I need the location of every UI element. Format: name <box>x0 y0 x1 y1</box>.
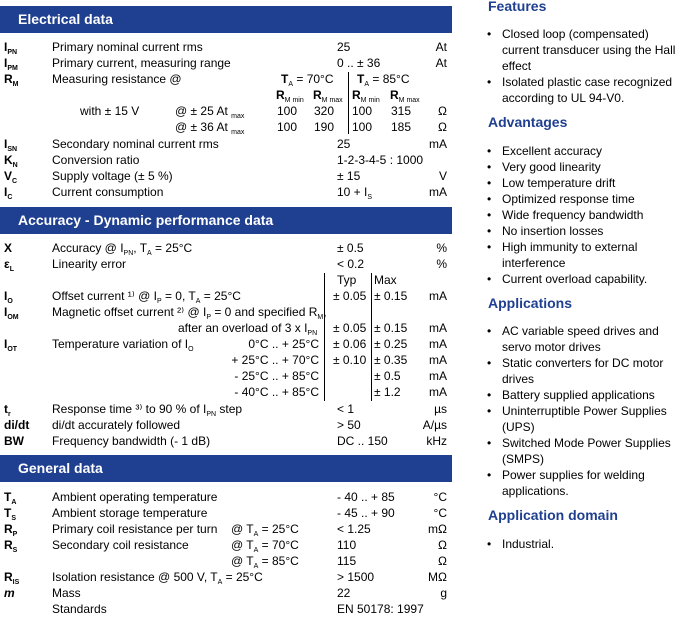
rm-max-85: $R_{M max}$ <box>390 88 420 104</box>
ic-unit: mA <box>429 185 447 199</box>
ris-value: > 1500 <box>337 570 375 584</box>
mass-value: 22 <box>337 586 351 600</box>
standards-value: EN 50178: 1997 <box>337 602 424 616</box>
rs-condition-85: @ $T_A = 85^\circ C$ <box>231 554 299 570</box>
io-symbol: $I_O$ <box>4 289 13 305</box>
ipn-value: 25 <box>337 40 351 54</box>
vc-unit: V <box>438 169 447 183</box>
iot-max-2: ± 0.5 <box>374 369 401 383</box>
tr-label: Response time ³⁾ to 90 % of $I_{PN}$ step <box>52 402 243 418</box>
ta-symbol: $T_A$ <box>4 490 17 506</box>
isn-label: Secondary nominal current rms <box>52 137 219 151</box>
ipm-symbol: $I_{PM}$ <box>4 56 18 72</box>
electrical-data-header: Electrical data <box>0 6 452 33</box>
general-data-header: General data <box>0 455 452 482</box>
iot-symbol: $I_{OT}$ <box>4 337 18 353</box>
isn-unit: mA <box>429 137 447 151</box>
rs-label: Secondary coil resistance <box>52 538 189 552</box>
vc-label: Supply voltage (± 5 %) <box>52 169 173 183</box>
ta70-header: $T_A = 70^\circ C$ <box>281 72 334 88</box>
features-list <box>483 26 682 106</box>
accuracy-value: ± 0.5 <box>337 241 364 255</box>
io-unit: mA <box>429 289 447 303</box>
ts-unit: °C <box>433 506 447 520</box>
iot-range-0: 0°C .. + 25°C <box>248 337 319 351</box>
tr-symbol: $t_r$ <box>4 402 11 418</box>
ta-value: - 40 .. + 85 <box>337 490 395 504</box>
at-36-label: @ ± 36 At $_{max}$ <box>175 120 245 136</box>
ipm-label: Primary current, measuring range <box>52 56 231 70</box>
rm-min-70: $R_{M min}$ <box>276 88 304 104</box>
list-item: • Isolated plastic case recognized according to UL 94-V0. <box>483 74 682 106</box>
rs-value-70: 110 <box>337 538 357 552</box>
list-item: • Power supplies for welding applications. <box>483 467 682 499</box>
ipn-label: Primary nominal current rms <box>52 40 203 54</box>
iom-label: Magnetic offset current ²⁾ @ $I_P = 0$ and specified $R_M$, <box>52 305 327 321</box>
io-label: Offset current ¹⁾ @ $I_P = 0$, $T_A = 25^\circ C$ <box>52 289 241 305</box>
rs-value-85: 115 <box>337 554 357 568</box>
iot-unit-0: mA <box>429 337 447 351</box>
didt-unit: A/µs <box>422 418 447 432</box>
advantages-title: Advantages <box>488 114 568 130</box>
rm36-1: 190 <box>314 120 335 134</box>
rp-unit: mΩ <box>428 522 447 536</box>
bw-label: Frequency bandwidth (- 1 dB) <box>52 434 211 448</box>
ts-symbol: $T_S$ <box>4 506 17 522</box>
vc-value: ± 15 <box>337 169 361 183</box>
iot-max-1: ± 0.35 <box>374 353 408 367</box>
ts-label: Ambient storage temperature <box>52 506 208 520</box>
rp-symbol: $R_P$ <box>4 522 18 538</box>
features-title: Features <box>488 0 547 14</box>
rm-min-85: $R_{M min}$ <box>352 88 380 104</box>
accuracy-symbol: X <box>4 241 13 255</box>
mass-label: Mass <box>52 586 81 600</box>
list-item: • AC variable speed drives and servo motor drives <box>483 323 682 355</box>
rs-condition-70: @ $T_A = 70^\circ C$ <box>231 538 299 554</box>
iot-max-3: ± 1.2 <box>374 385 401 399</box>
applications-list <box>483 323 682 499</box>
linearity-symbol: $\varepsilon_L$ <box>4 257 14 273</box>
iom-max: ± 0.15 <box>374 321 408 335</box>
iot-unit-3: mA <box>429 385 447 399</box>
ipn-symbol: $I_{PN}$ <box>4 40 18 56</box>
didt-symbol: di/dt <box>4 418 30 432</box>
io-max: ± 0.15 <box>374 289 408 303</box>
rp-condition: @ $T_A = 25^\circ C$ <box>231 522 299 538</box>
advantages-list <box>483 143 682 287</box>
linearity-label: Linearity error <box>52 257 127 271</box>
rm-max-70: $R_{M max}$ <box>313 88 343 104</box>
kn-symbol: $K_N$ <box>4 153 18 169</box>
iot-typ-1: ± 0.10 <box>333 353 367 367</box>
rm25-2: 100 <box>352 104 373 118</box>
ipm-unit: At <box>435 56 447 70</box>
max-header: Max <box>374 273 397 287</box>
list-item: • Wide frequency bandwidth <box>483 207 682 223</box>
accuracy-header: Accuracy - Dynamic performance data <box>0 207 452 234</box>
iom-unit: mA <box>429 321 447 335</box>
linearity-unit: % <box>436 257 447 271</box>
isn-symbol: $I_{SN}$ <box>4 137 18 153</box>
ipm-value: 0 .. ± 36 <box>337 56 381 70</box>
rm25-1: 320 <box>314 104 335 118</box>
application-domain-title: Application domain <box>488 507 618 523</box>
rm25-3: 315 <box>391 104 412 118</box>
ta-unit: °C <box>433 490 447 504</box>
rs-symbol: $R_S$ <box>4 538 18 554</box>
iot-max-0: ± 0.25 <box>374 337 408 351</box>
ris-label: Isolation resistance @ 500 V, $T_A = 25^\circ C$ <box>52 570 263 586</box>
iom-typ: ± 0.05 <box>333 321 367 335</box>
accuracy-unit: % <box>436 241 447 255</box>
list-item: • Static converters for DC motor drives <box>483 355 682 387</box>
list-item: • Optimized response time <box>483 191 682 207</box>
ta-label: Ambient operating temperature <box>52 490 218 504</box>
list-item: • High immunity to external interference <box>483 239 682 271</box>
list-item: • Uninterruptible Power Supplies (UPS) <box>483 403 682 435</box>
mass-symbol: m <box>4 586 15 600</box>
vc-symbol: $V_C$ <box>4 169 18 185</box>
with-15v: with ± 15 V <box>80 104 140 118</box>
iot-range-2: - 25°C .. + 85°C <box>234 369 319 383</box>
ic-label: Current consumption <box>52 185 164 199</box>
ris-symbol: $R_{IS}$ <box>4 570 20 586</box>
rp-value: < 1.25 <box>337 522 371 536</box>
list-item: • Closed loop (compensated) current transducer using the Hall effect <box>483 26 682 74</box>
rm36-unit: Ω <box>438 120 447 134</box>
list-item: • Very good linearity <box>483 159 682 175</box>
typ-max-divider <box>371 273 372 401</box>
standards-label: Standards <box>52 602 107 616</box>
rp-label: Primary coil resistance per turn <box>52 522 218 536</box>
typ-left-divider <box>324 273 325 401</box>
iot-unit-2: mA <box>429 369 447 383</box>
ts-value: - 45 .. + 90 <box>337 506 395 520</box>
bw-symbol: BW <box>4 434 24 448</box>
list-item: • Switched Mode Power Supplies (SMPS) <box>483 435 682 467</box>
iom-symbol: $I_{OM}$ <box>4 305 19 321</box>
application-domain-list <box>483 536 682 552</box>
applications-title: Applications <box>488 295 573 311</box>
ta85-header: $T_A = 85^\circ C$ <box>357 72 410 88</box>
bw-value: DC .. 150 <box>337 434 388 448</box>
io-typ: ± 0.05 <box>333 289 367 303</box>
didt-value: > 50 <box>337 418 361 432</box>
list-item: • Current overload capability. <box>483 271 682 287</box>
kn-value: 1-2-3-4-5 : 1000 <box>337 153 424 167</box>
rm36-0: 100 <box>277 120 298 134</box>
list-item: • Low temperature drift <box>483 175 682 191</box>
isn-value: 25 <box>337 137 351 151</box>
ic-value: $10 + I_S$ <box>337 185 373 201</box>
tr-unit: µs <box>434 402 447 416</box>
rs-unit-70: Ω <box>438 538 447 552</box>
accuracy-label: Accuracy @ $I_{PN}$, $T_A = 25^\circ C$ <box>52 241 193 257</box>
didt-label: di/dt accurately followed <box>52 418 181 432</box>
bw-unit: kHz <box>426 434 447 448</box>
rm-label: Measuring resistance @ <box>52 72 182 86</box>
typ-header: Typ <box>337 273 357 287</box>
iot-range-1: + 25°C .. + 70°C <box>231 353 319 367</box>
ic-symbol: $I_C$ <box>4 185 13 201</box>
tr-value: < 1 <box>337 402 355 416</box>
list-item: • No insertion losses <box>483 223 682 239</box>
at-25-label: @ ± 25 At $_{max}$ <box>175 104 245 120</box>
ipn-unit: At <box>435 40 447 54</box>
iot-label: Temperature variation of $I_O$ <box>52 337 194 353</box>
mass-unit: g <box>440 586 447 600</box>
iot-range-3: - 40°C .. + 85°C <box>234 385 319 399</box>
rm-symbol: $R_M$ <box>4 72 19 88</box>
list-item: • Industrial. <box>483 536 682 552</box>
rm36-2: 100 <box>352 120 373 134</box>
ris-unit: MΩ <box>428 570 447 584</box>
rs-unit-85: Ω <box>438 554 447 568</box>
rm25-unit: Ω <box>438 104 447 118</box>
list-item: • Excellent accuracy <box>483 143 682 159</box>
list-item: • Battery supplied applications <box>483 387 682 403</box>
linearity-value: < 0.2 <box>337 257 365 271</box>
iom-overload-label: after an overload of 3 x $I_{PN}$ <box>178 321 318 337</box>
iot-typ-0: ± 0.06 <box>333 337 367 351</box>
rm36-3: 185 <box>391 120 412 134</box>
rm-divider <box>348 72 349 134</box>
rm25-0: 100 <box>277 104 298 118</box>
iot-unit-1: mA <box>429 353 447 367</box>
kn-label: Conversion ratio <box>52 153 140 167</box>
